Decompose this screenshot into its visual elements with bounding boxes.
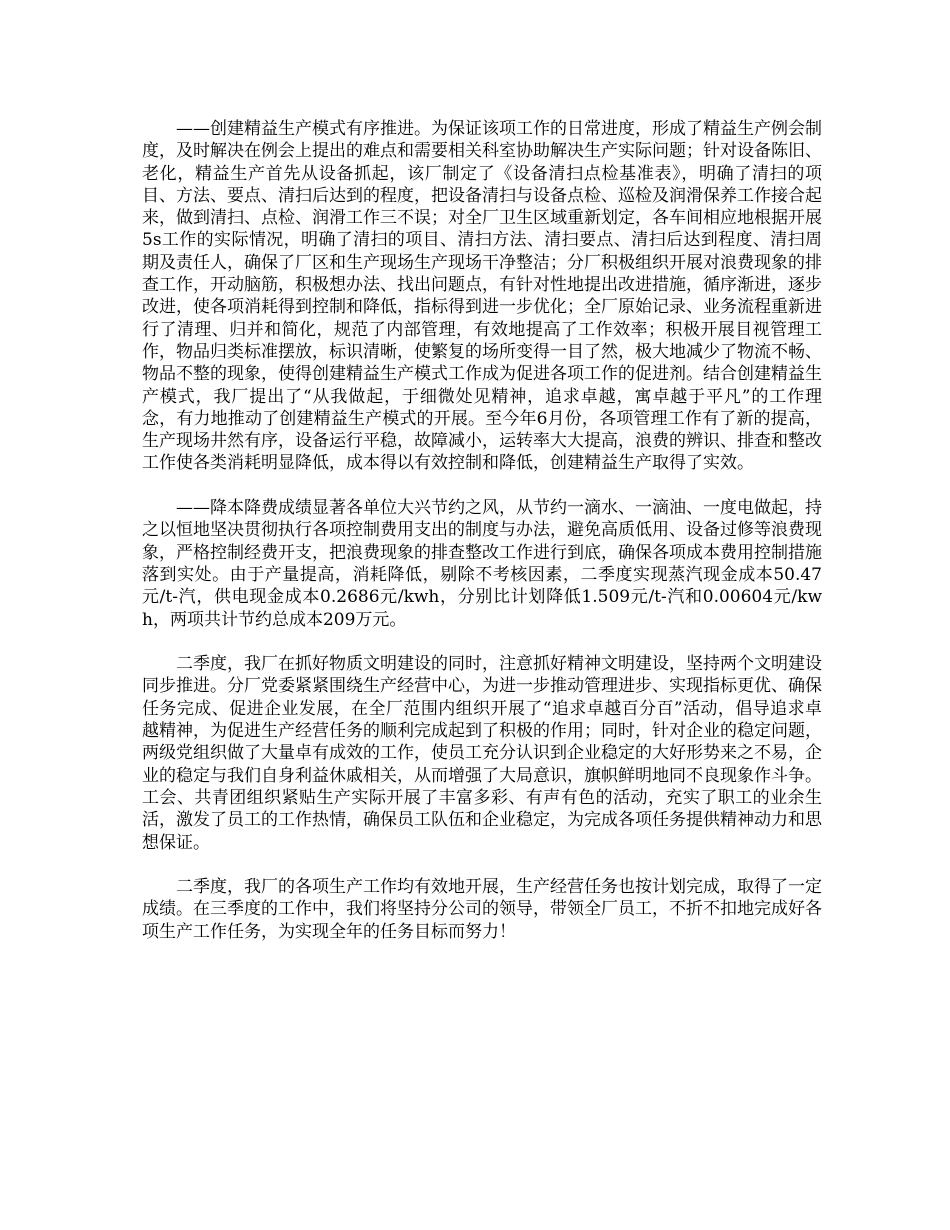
paragraph-cost-reduction: ——降本降费成绩显著各单位大兴节约之风，从节约一滴水、一滴油、一度电做起，持之以恒地坚决贯彻执行各项控制费用支出的制度与办法，避免高质低用、设备过修等浪费现象，严格控制经费开支，把浪费现象的排查整改工作进行到底，确保各项成本费用控制措施落到实处。由于产量提高，消耗降低，剔除不考核因素，二季度实现蒸汽现金成本50.47元/t-汽，供电现金成本0.2686元/kwh，分别比计划降低1.509元/t-汽和0.00604元/kwh，两项共计节约总成本209万元。	[142, 498, 822, 630]
paragraph-lean-production: ——创建精益生产模式有序推进。为保证该项工作的日常进度，形成了精益生产例会制度，及时解决在例会上提出的难点和需要相关科室协助解决生产实际问题；针对设备陈旧、老化，精益生产首先从设备抓起，该厂制定了《设备清扫点检基准表》，明确了清扫的项目、方法、要点、清扫后达到的程度，把设备清扫与设备点检、巡检及润滑保养工作接合起来，做到清扫、点检、润滑工作三不误；对全厂卫生区域重新划定，各车间相应地根据开展5s工作的实际情况，明确了清扫的项目、清扫方法、清扫要点、清扫后达到程度、清扫周期及责任人，确保了厂区和生产现场生产现场干净整洁；分厂积极组织开展对浪费现象的排查工作，开动脑筋，积极想办法、找出问题点，有针对性地提出改进措施，循序渐进，逐步改进，使各项消耗得到控制和降低，指标得到进一步优化；全厂原始记录、业务流程重新进行了清理、归并和简化，规范了内部管理，有效地提高了工作效率；积极开展目视管理工作，物品归类标准摆放，标识清晰，使繁复的场所变得一目了然，极大地减少了物流不畅、物品不整的现象，使得创建精益生产模式工作成为促进各项工作的促进剂。结合创建精益生产模式，我厂提出了“从我做起，于细微处见精神，追求卓越，寓卓越于平凡”的工作理念，有力地推动了创建精益生产模式的开展。至今年6月份，各项管理工作有了新的提高，生产现场井然有序，设备运行平稳，故障减小，运转率大大提高，浪费的辨识、排查和整改工作使各类消耗明显降低，成本得以有效控制和降低，创建精益生产取得了实效。	[142, 119, 822, 474]
document-body	[142, 118, 822, 965]
paragraph-conclusion: 二季度，我厂的各项生产工作均有效地开展，生产经营任务也按计划完成，取得了一定成绩。在三季度的工作中，我们将坚持分公司的领导，带领全厂员工，不折不扣地完成好各项生产工作任务，为实现全年的任务目标而努力！	[142, 877, 822, 942]
paragraph-spiritual-civilization: 二季度，我厂在抓好物质文明建设的同时，注意抓好精神文明建设，坚持两个文明建设同步推进。分厂党委紧紧围绕生产经营中心，为进一步推动管理进步、实现指标更优、确保任务完成、促进企业发展，在全厂范围内组织开展了“追求卓越百分百”活动，倡导追求卓越精神，为促进生产经营任务的顺利完成起到了积极的作用；同时，针对企业的稳定问题，两级党组织做了大量卓有成效的工作，使员工充分认识到企业稳定的大好形势来之不易，企业的稳定与我们自身利益休戚相关，从而增强了大局意识，旗帜鲜明地同不良现象作斗争。工会、共青团组织紧贴生产实际开展了丰富多彩、有声有色的活动，充实了职工的业余生活，激发了员工的工作热情，确保员工队伍和企业稳定，为完成各项任务提供精神动力和思想保证。	[142, 654, 822, 853]
